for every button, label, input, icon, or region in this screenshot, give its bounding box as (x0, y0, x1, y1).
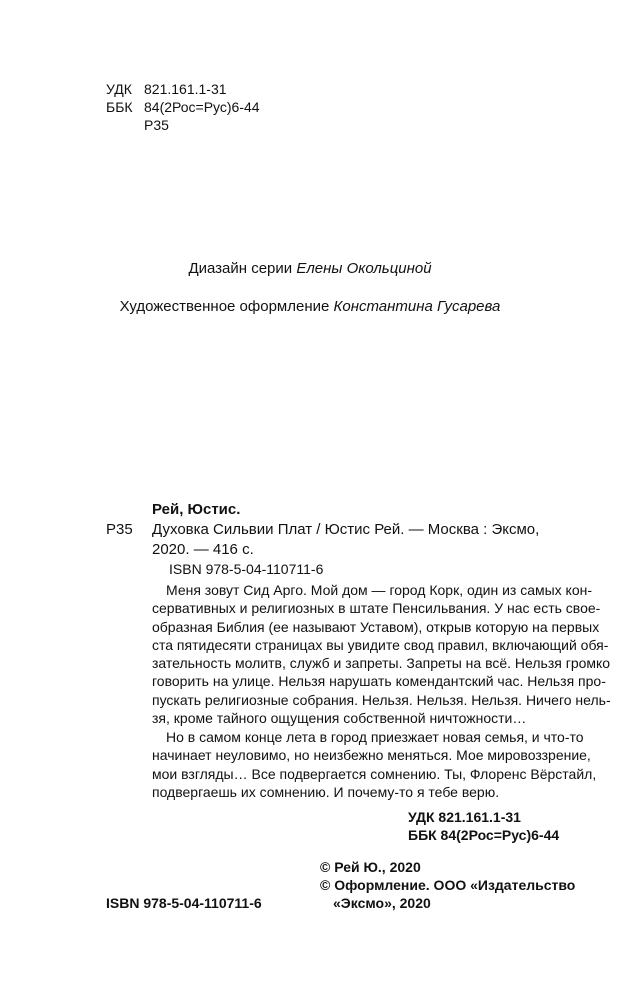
author-mark: Р35 (144, 117, 169, 133)
catalog-title-line-1: Духовка Сильвии Плат / Юстис Рей. — Москва : Эксмо, (152, 521, 540, 538)
udk-row (106, 80, 260, 98)
author-mark-row (106, 116, 260, 134)
bbk-value: 84(2Рос=Рус)6-44 (144, 99, 260, 115)
annotation-line: подвергаешь их сомнению. И почему-то я тебе верю. (152, 783, 500, 800)
art-design-credit (0, 297, 620, 316)
bbk-row (106, 98, 260, 116)
annotation-line: образная Библия (ее называют Уставом), открыв которую на первых (152, 618, 600, 635)
catalog-mark: Р35 (106, 521, 133, 538)
annotation-line: зательность молитв, служб и запреты. Запреты на всё. Нельзя громко (152, 655, 611, 672)
series-design-prefix: Диазайн серии (188, 260, 297, 277)
annotation-line: говорить на улице. Нельзя нарушать комендантский час. Нельзя про- (152, 673, 606, 690)
annotation-line: начинает неуловимо, но неизбежно меняться. Мое мировоззрение, (152, 747, 591, 764)
annotation-paragraph-1 (152, 581, 611, 727)
art-design-name: Константина Гусарева (333, 298, 501, 315)
annotation-paragraph-2 (152, 728, 597, 801)
annotation-line: Меня зовут Сид Арго. Мой дом — город Корк, один из самых кон- (166, 582, 593, 598)
copyright-author: © Рей Ю., 2020 (320, 859, 421, 875)
annotation-line: ста пятидесяти страницах вы увидите свод правил, включающий обя- (152, 636, 609, 653)
annotation-line: пускать религиозные собрания. Нельзя. Нельзя. Нельзя. Ничего нель- (152, 691, 611, 708)
udk-value: 821.161.1-31 (144, 81, 227, 97)
annotation-line: мои взгляды… Все подвергается сомнению. Ты, Флоренс Вёрстайл, (152, 765, 597, 782)
copyright-publisher: «Эксмо», 2020 (333, 895, 431, 911)
catalog-author-heading: Рей, Юстис. (152, 501, 241, 518)
top-classification-block (106, 80, 260, 134)
bottom-isbn: ISBN 978-5-04-110711-6 (106, 895, 262, 911)
udk-label: УДК (106, 81, 132, 97)
bbk-label: ББК (106, 99, 133, 115)
bottom-bbk: ББК 84(2Рос=Рус)6-44 (408, 827, 560, 843)
series-design-name: Елены Окольциной (296, 260, 432, 277)
catalog-isbn: ISBN 978-5-04-110711-6 (169, 561, 324, 577)
catalog-title-line-2: 2020. — 416 с. (152, 541, 254, 558)
annotation-line: сервативных и религиозных в штате Пенсильвания. У нас есть свое- (152, 600, 601, 617)
annotation-line: зя, кроме тайного ощущения собственной ничтожности… (152, 710, 527, 727)
copyright-design: © Оформление. ООО «Издательство (320, 877, 576, 893)
series-design-credit (0, 259, 620, 278)
bottom-udk: УДК 821.161.1-31 (408, 809, 521, 825)
art-design-prefix: Художественное оформление (119, 298, 334, 315)
annotation-line: Но в самом конце лета в город приезжает новая семья, и что-то (166, 729, 584, 745)
